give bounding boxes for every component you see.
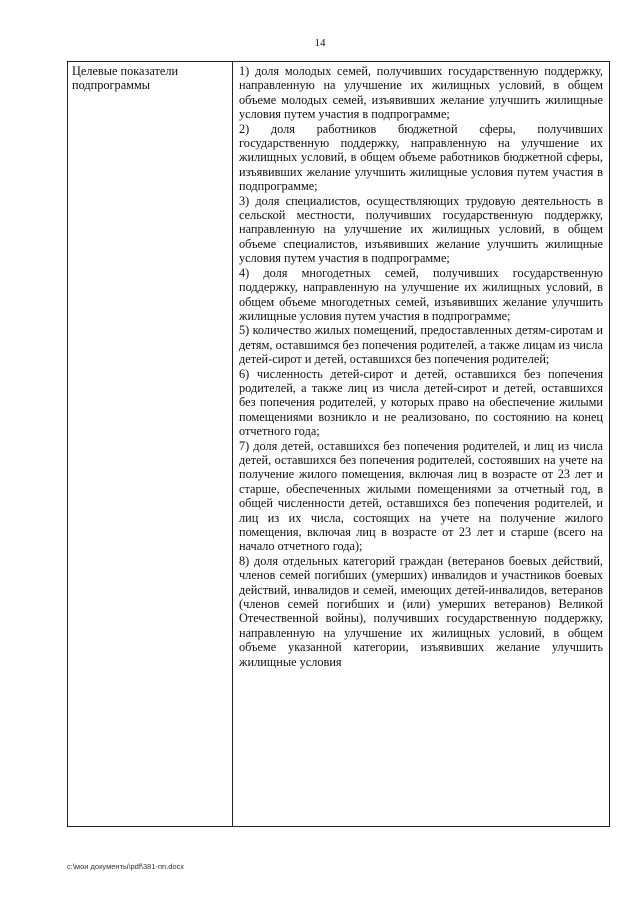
indicator-item: 4) доля многодетных семей, получивших государственную поддержку, направленную на улучшение их жилищных условий, в общем объеме многодетных семей, изъявивших желание улучшить жилищные условия путем участия в подпрограмме; xyxy=(239,265,603,323)
footer-file-path: c:\мои документы\pdf\381-пп.docx xyxy=(67,862,185,871)
page-number: 14 xyxy=(314,37,326,49)
indicator-item: 5) количество жилых помещений, предоставленных детям-сиротам и детям, оставшимся без попечения родителей, а также лицам из числа детей-сирот и детей, оставшихся без попечения родителей; xyxy=(239,323,603,367)
indicators-table xyxy=(67,61,610,827)
indicator-item: 6) численность детей-сирот и детей, оставшихся без попечения родителей, а также лиц из числа детей-сирот и детей, оставшихся без попечения родителей, у которых право на обеспечение жилыми помещениями возникло и не реализовано, по состоянию на конец отчетного года; xyxy=(239,366,603,439)
indicator-item: 1) доля молодых семей, получивших государственную поддержку, направленную на улучшение их жилищных условий, в общем объеме молодых семей, изъявивших желание улучшить жилищные условия путем участия в подпрограмме; xyxy=(239,64,603,122)
indicator-item: 7) доля детей, оставшихся без попечения родителей, и лиц из числа детей, оставшихся без попечения родителей, состоявших на учете на получение жилого помещения, включая лиц в возрасте от 23 лет и старше, обеспеченных жилыми помещениями за отчетный год, в общей численности детей, оставшихся без попечения родителей, и лиц из их числа, состоящих на учете на получение жилого помещения, включая лиц в возрасте от 23 лет и старше (всего на начало отчетного года); xyxy=(239,438,603,554)
table-content-cell xyxy=(233,62,609,826)
indicator-item: 2) доля работников бюджетной сферы, получивших государственную поддержку, направленную на улучшение их жилищных условий, в общем объеме работников бюджетной сферы, изъявивших желание улучшить жилищные условия путем участия в подпрограмме; xyxy=(239,121,603,194)
indicator-item: 8) доля отдельных категорий граждан (ветеранов боевых действий, членов семей погибших (умерших) инвалидов и участников боевых действий, инвалидов и семей, имеющих детей-инвалидов, ветеранов (членов семей погибших и (или) умерших ветеранов) Великой Отечественной войны), получивших государственную поддержку, направленную на улучшение их жилищных условий, в общем объеме указанной категории, изъявивших желание улучшить жилищные условия xyxy=(239,553,603,669)
table-label-cell: Целевые показатели подпрограммы xyxy=(68,62,233,826)
indicator-item: 3) доля специалистов, осуществляющих трудовую деятельность в сельской местности, получивших государственную поддержку, направленную на улучшение их жилищных условий, в общем объеме специалистов, изъявивших желание улучшить жилищные условия путем участия в подпрограмме; xyxy=(239,193,603,266)
